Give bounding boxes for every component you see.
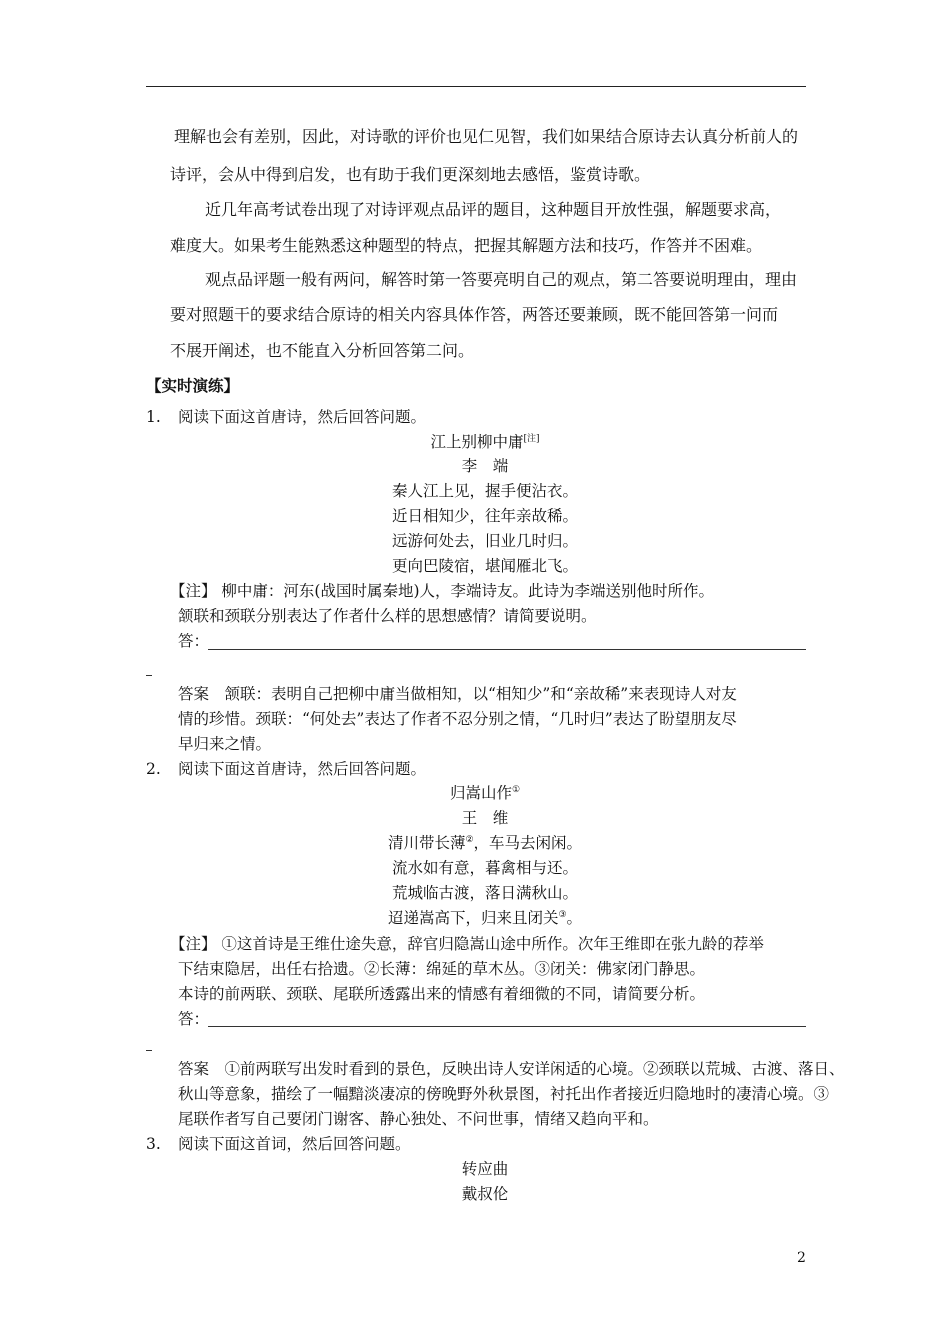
q2-line4-b: 。 <box>566 909 583 927</box>
intro-line-1: 理解也会有差别，因此，对诗歌的评价也见仁见智，我们如果结合原诗去认真分析前人的 <box>174 127 799 146</box>
intro-line-7: 不展开阐述，也不能直入分析回答第二问。 <box>170 341 475 360</box>
q2-answer-line-2: 秋山等意象，描绘了一幅黯淡凄凉的傍晚野外秋景图，衬托出作者接近归隐地时的凄清心境。③ <box>178 1085 830 1103</box>
q2-poem-line-1 <box>300 833 670 853</box>
q1-answer-line-1: 答案 颔联：表明自己把柳中庸当做相知，以“相知少”和“亲故稀”来表现诗人对友 <box>178 685 737 703</box>
intro-line-6: 要对照题干的要求结合原诗的相关内容具体作答，两答还要兼顾，既不能回答第一问而 <box>170 305 779 324</box>
q1-number: 1. <box>146 408 161 426</box>
q2-poem-line-4 <box>300 908 670 928</box>
q2-line1-b: ，车马去闲闲。 <box>473 834 583 852</box>
q1-poem-line-4: 更向巴陵宿，堪闻雁北飞。 <box>391 557 578 575</box>
q2-number: 2. <box>146 760 161 778</box>
q2-author: 王 维 <box>461 809 509 827</box>
q1-answer-field[interactable] <box>208 649 806 650</box>
header-rule <box>146 86 806 87</box>
q1-answer-line-3: 早归来之情。 <box>178 735 272 753</box>
q1-prompt <box>146 407 426 427</box>
q2-answer-dash <box>146 1050 152 1051</box>
q1-author: 李 端 <box>461 457 509 475</box>
q2-note-line-2: 下结束隐居，出任右拾遗。②长薄：绵延的草木丛。③闭关：佛家闭门静思。 <box>178 960 706 978</box>
intro-line-2: 诗评，会从中得到启发，也有助于我们更深刻地去感悟，鉴赏诗歌。 <box>170 165 651 184</box>
q3-author: 戴叔伦 <box>461 1185 509 1203</box>
q1-note: 【注】 柳中庸：河东(战国时属秦地)人，李端诗友。此诗为李端送别他时所作。 <box>170 582 715 600</box>
q2-question: 本诗的前两联、颈联、尾联所透露出来的情感有着细微的不同，请简要分析。 <box>178 985 706 1003</box>
section-title: 【实时演练】 <box>146 376 240 395</box>
q1-title-note: [注] <box>523 434 540 444</box>
q2-answer-line-3: 尾联作者写自己要闭门谢客、静心独处、不问世事，情绪又趋向平和。 <box>178 1110 659 1128</box>
q2-poem-title-text: 归嵩山作 <box>449 784 512 802</box>
intro-line-4: 难度大。如果考生能熟悉这种题型的特点，把握其解题方法和技巧，作答并不困难。 <box>170 236 763 255</box>
q2-prompt <box>146 759 426 779</box>
q2-line4-a: 迢递嵩高下，归来且闭关 <box>387 909 559 927</box>
q3-poem-title: 转应曲 <box>461 1160 509 1178</box>
q2-prompt-text: 阅读下面这首唐诗，然后回答问题。 <box>178 760 427 778</box>
q1-answer-line-2: 情的珍惜。颈联：“何处去”表达了作者不忍分别之情，“几时归”表达了盼望朋友尽 <box>178 710 737 728</box>
q1-answer-label: 答： <box>178 632 210 650</box>
q2-poem-title <box>300 783 670 803</box>
q1-answer-dash <box>146 675 152 676</box>
q2-poem-line-3: 荒城临古渡，落日满秋山。 <box>391 884 578 902</box>
intro-line-3: 近几年高考试卷出现了对诗评观点品评的题目，这种题目开放性强，解题要求高， <box>205 200 782 219</box>
q2-answer-line-1: 答案 ①前两联写出发时看到的景色，反映出诗人安详闲适的心境。②颈联以荒城、古渡、落日、 <box>178 1060 845 1078</box>
q2-title-note: ① <box>511 785 521 795</box>
q1-poem-line-1: 秦人江上见，握手便沾衣。 <box>391 482 578 500</box>
q1-prompt-text: 阅读下面这首唐诗，然后回答问题。 <box>178 408 427 426</box>
q3-prompt <box>146 1134 411 1154</box>
q2-note-line-1: 【注】 ①这首诗是王维仕途失意，辞官归隐嵩山途中所作。次年王维即在张九龄的荐举 <box>170 935 764 953</box>
q2-answer-label: 答： <box>178 1010 210 1028</box>
intro-line-5: 观点品评题一般有两问，解答时第一答要亮明自己的观点，第二答要说明理由，理由 <box>205 270 798 289</box>
q2-answer-field[interactable] <box>208 1026 806 1027</box>
q2-line4-note: ③ <box>558 910 567 920</box>
q3-number: 3. <box>146 1135 161 1153</box>
q1-poem-line-3: 远游何处去，旧业几时归。 <box>391 532 578 550</box>
page-number: 2 <box>797 1250 806 1266</box>
q1-poem-line-2: 近日相知少，往年亲故稀。 <box>391 507 578 525</box>
q2-poem-line-2: 流水如有意，暮禽相与还。 <box>391 859 578 877</box>
q1-poem-title <box>300 432 670 452</box>
q2-line1-note: ② <box>465 835 474 845</box>
q1-question: 颔联和颈联分别表达了作者什么样的思想感情？请简要说明。 <box>178 607 597 625</box>
q3-prompt-text: 阅读下面这首词，然后回答问题。 <box>178 1135 411 1153</box>
q2-line1-a: 清川带长薄 <box>387 834 466 852</box>
q1-poem-title-text: 江上别柳中庸 <box>430 433 524 451</box>
